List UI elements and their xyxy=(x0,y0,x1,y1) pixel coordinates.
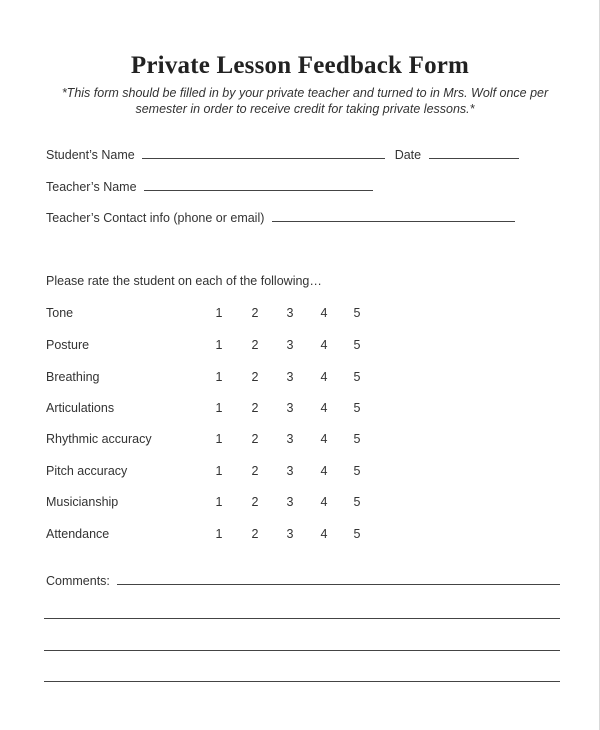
rating-option-4[interactable]: 4 xyxy=(320,464,328,478)
rating-criterion-label: Pitch accuracy xyxy=(46,464,128,478)
rating-option-1[interactable]: 1 xyxy=(215,432,223,446)
rating-option-2[interactable]: 2 xyxy=(251,306,259,320)
rating-option-5[interactable]: 5 xyxy=(353,401,361,415)
student-name-row xyxy=(46,147,519,163)
comments-line[interactable] xyxy=(44,650,560,651)
date-input-line[interactable] xyxy=(429,147,519,159)
form-subtitle: *This form should be filled in by your private teacher and turned to in Mrs. Wolf once per semester in order to receive credit for taking private lessons.* xyxy=(61,86,549,116)
rating-option-1[interactable]: 1 xyxy=(215,338,223,352)
rating-option-4[interactable]: 4 xyxy=(320,527,328,541)
rating-row xyxy=(0,431,600,447)
rating-option-3[interactable]: 3 xyxy=(286,495,294,509)
teacher-name-row xyxy=(46,179,373,195)
rating-criterion-label: Posture xyxy=(46,338,90,352)
rating-option-2[interactable]: 2 xyxy=(251,338,259,352)
rating-intro: Please rate the student on each of the following… xyxy=(46,274,322,288)
rating-criterion-label: Musicianship xyxy=(46,495,119,509)
rating-criterion-label: Tone xyxy=(46,306,74,320)
rating-option-1[interactable]: 1 xyxy=(215,370,223,384)
rating-criterion-label: Breathing xyxy=(46,370,100,384)
rating-option-3[interactable]: 3 xyxy=(286,306,294,320)
student-name-label: Student’s Name xyxy=(46,148,135,162)
rating-option-5[interactable]: 5 xyxy=(353,338,361,352)
rating-option-3[interactable]: 3 xyxy=(286,401,294,415)
rating-option-3[interactable]: 3 xyxy=(286,464,294,478)
rating-option-1[interactable]: 1 xyxy=(215,401,223,415)
rating-option-1[interactable]: 1 xyxy=(215,495,223,509)
comments-label: Comments: xyxy=(46,574,110,588)
teacher-contact-label: Teacher’s Contact info (phone or email) xyxy=(46,211,265,225)
rating-option-4[interactable]: 4 xyxy=(320,370,328,384)
rating-row xyxy=(0,369,600,385)
form-title: Private Lesson Feedback Form xyxy=(130,52,470,79)
rating-option-1[interactable]: 1 xyxy=(215,527,223,541)
rating-option-2[interactable]: 2 xyxy=(251,495,259,509)
rating-option-4[interactable]: 4 xyxy=(320,306,328,320)
rating-option-1[interactable]: 1 xyxy=(215,306,223,320)
comments-line[interactable] xyxy=(44,618,560,619)
rating-option-3[interactable]: 3 xyxy=(286,370,294,384)
rating-option-4[interactable]: 4 xyxy=(320,432,328,446)
rating-option-5[interactable]: 5 xyxy=(353,432,361,446)
rating-row xyxy=(0,337,600,353)
rating-option-4[interactable]: 4 xyxy=(320,495,328,509)
rating-option-5[interactable]: 5 xyxy=(353,370,361,384)
rating-option-4[interactable]: 4 xyxy=(320,401,328,415)
comments-input-line[interactable] xyxy=(117,573,560,585)
rating-option-2[interactable]: 2 xyxy=(251,401,259,415)
rating-row xyxy=(0,305,600,321)
rating-row xyxy=(0,400,600,416)
rating-option-5[interactable]: 5 xyxy=(353,306,361,320)
rating-option-3[interactable]: 3 xyxy=(286,338,294,352)
rating-option-2[interactable]: 2 xyxy=(251,527,259,541)
rating-option-5[interactable]: 5 xyxy=(353,527,361,541)
rating-criterion-label: Attendance xyxy=(46,527,110,541)
rating-option-2[interactable]: 2 xyxy=(251,464,259,478)
rating-row xyxy=(0,526,600,542)
rating-option-3[interactable]: 3 xyxy=(286,527,294,541)
rating-option-5[interactable]: 5 xyxy=(353,495,361,509)
student-name-input-line[interactable] xyxy=(142,147,385,159)
rating-row xyxy=(0,463,600,479)
teacher-contact-input-line[interactable] xyxy=(272,210,515,222)
date-label: Date xyxy=(394,148,422,162)
rating-option-3[interactable]: 3 xyxy=(286,432,294,446)
rating-option-5[interactable]: 5 xyxy=(353,464,361,478)
comments-row xyxy=(46,573,560,588)
teacher-name-input-line[interactable] xyxy=(144,179,373,191)
rating-option-2[interactable]: 2 xyxy=(251,370,259,384)
rating-criterion-label: Rhythmic accuracy xyxy=(46,432,152,446)
rating-option-1[interactable]: 1 xyxy=(215,464,223,478)
rating-row xyxy=(0,494,600,510)
teacher-contact-row xyxy=(46,210,515,226)
rating-option-4[interactable]: 4 xyxy=(320,338,328,352)
teacher-name-label: Teacher’s Name xyxy=(46,180,137,194)
rating-option-2[interactable]: 2 xyxy=(251,432,259,446)
comments-line[interactable] xyxy=(44,681,560,682)
rating-criterion-label: Articulations xyxy=(46,401,115,415)
